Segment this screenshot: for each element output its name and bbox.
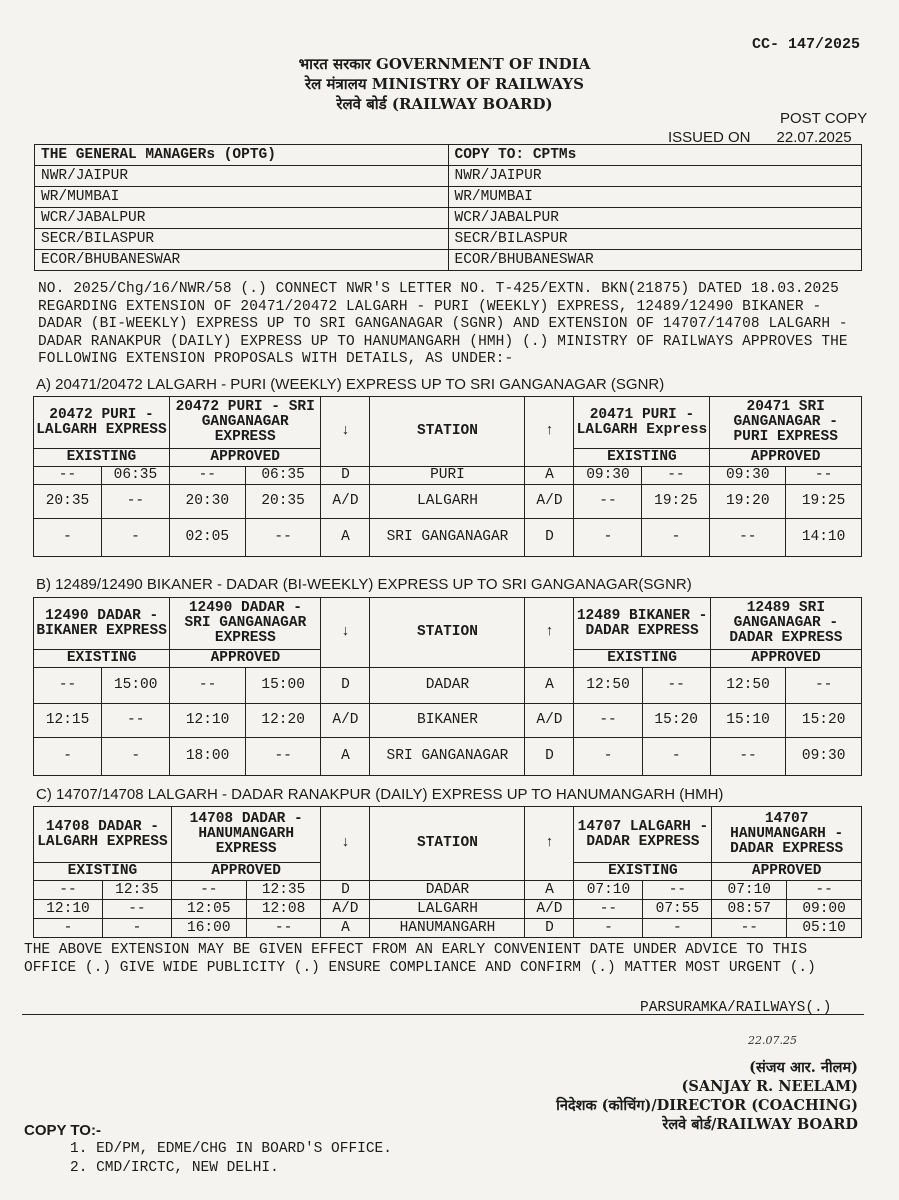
time-cell: -- (786, 467, 862, 485)
signatory-block (540, 1058, 858, 1134)
sign-off-line: PARSURAMKA/RAILWAYS(.) (640, 1000, 832, 1016)
time-cell: -- (171, 881, 246, 900)
time-cell: 07:10 (712, 881, 787, 900)
time-cell: 12:35 (246, 881, 321, 900)
arr-dep-cell: A/D (525, 900, 574, 919)
time-cell: - (642, 738, 710, 776)
table-row (34, 900, 862, 919)
time-cell: 06:35 (101, 467, 169, 485)
time-cell: 20:35 (245, 485, 321, 519)
divider (22, 1014, 864, 1015)
station-cell: PURI (370, 467, 525, 485)
cptm-cell: WCR/JABALPUR (448, 208, 862, 229)
table-row (34, 519, 862, 557)
time-cell: - (102, 738, 170, 776)
table-row (34, 919, 862, 938)
gm-cell: WR/MUMBAI (35, 187, 449, 208)
existing-label: EXISTING (574, 449, 710, 467)
gm-cell: ECOR/BHUBANESWAR (35, 250, 449, 271)
header-right-approved-train: 14707 HANUMANGARH - DADAR EXPRESS (712, 807, 862, 863)
time-cell: -- (642, 668, 710, 704)
letter-body: NO. 2025/Chg/16/NWR/58 (.) CONNECT NWR'S LETTER NO. T-425/EXTN. BKN(21875) DATED 18.03.2025 REGARDING EXTENSION OF 20471/20472 LALGARH - PURI (WEEKLY) EXPRESS, 12489/12490 BIKANER - DADAR (BI-WEEKLY) EXPRESS UP TO SRI GANGANAGAR (SGNR) AND EXTENSION OF 14707/14708 LALGARH - DADAR RANAKPUR (DAILY) EXPRESS UP TO HANUMANGARH (HMH) (.) MINISTRY OF RAILWAYS APPROVES THE FOLLOWING EXTENSION PROPOSALS WITH DETAILS, AS UNDER:- (38, 281, 848, 367)
station-header: STATION (370, 598, 525, 668)
arr-dep-cell: D (525, 919, 574, 938)
station-header: STATION (370, 397, 525, 467)
arr-dep-cell: A/D (525, 485, 574, 519)
time-cell: 20:30 (169, 485, 245, 519)
cptm-cell: ECOR/BHUBANESWAR (448, 250, 862, 271)
header-left-existing-train: 14708 DADAR - LALGARH EXPRESS (34, 807, 172, 863)
arr-dep-cell: A (321, 519, 370, 557)
arr-dep-cell: A (525, 668, 574, 704)
time-cell: 09:30 (710, 467, 786, 485)
arr-dep-cell: A/D (321, 485, 370, 519)
time-cell: - (101, 519, 169, 557)
down-arrow-icon: ↓ (321, 598, 370, 668)
header-right-existing-train: 12489 BIKANER - DADAR EXPRESS (574, 598, 710, 650)
letterhead-line-2: रेल मंत्रालय MINISTRY OF RAILWAYS (305, 75, 584, 93)
header-left-approved-train: 14708 DADAR - HANUMANGARH EXPRESS (171, 807, 321, 863)
approved-label: APPROVED (712, 863, 862, 881)
time-cell: -- (574, 485, 642, 519)
existing-label: EXISTING (34, 863, 172, 881)
time-cell: 18:00 (170, 738, 246, 776)
timetable-b (33, 597, 862, 776)
table-row (34, 881, 862, 900)
header-right-existing-train: 20471 PURI - LALGARH Express (574, 397, 710, 449)
station-cell: DADAR (370, 881, 525, 900)
gm-cell: WCR/JABALPUR (35, 208, 449, 229)
up-arrow-icon: ↑ (525, 397, 574, 467)
time-cell: -- (102, 704, 170, 738)
cptm-cell: SECR/BILASPUR (448, 229, 862, 250)
time-cell: -- (787, 881, 862, 900)
copy-to-header: COPY TO: CPTMs (448, 145, 862, 166)
signatory-hindi-name: (संजय आर. नीलम) (749, 1059, 858, 1076)
gm-cell: SECR/BILASPUR (35, 229, 449, 250)
cptm-cell: WR/MUMBAI (448, 187, 862, 208)
time-cell: -- (642, 467, 710, 485)
time-cell: 12:05 (171, 900, 246, 919)
time-cell: 09:30 (786, 738, 862, 776)
addressee-table (34, 144, 862, 271)
cptm-cell: NWR/JAIPUR (448, 166, 862, 187)
time-cell: 19:25 (642, 485, 710, 519)
time-cell: 12:08 (246, 900, 321, 919)
issued-label: ISSUED ON (668, 129, 751, 146)
time-cell: -- (710, 738, 786, 776)
gm-header: THE GENERAL MANAGERs (OPTG) (35, 145, 449, 166)
time-cell: -- (245, 738, 321, 776)
header-left-approved-train: 20472 PURI - SRI GANGANAGAR EXPRESS (169, 397, 321, 449)
up-arrow-icon: ↑ (525, 598, 574, 668)
list-item: 1. ED/PM, EDME/CHG IN BOARD'S OFFICE. (70, 1141, 392, 1157)
arr-dep-cell: A/D (321, 900, 370, 919)
time-cell: 15:00 (102, 668, 170, 704)
handwritten-signature (748, 1025, 797, 1050)
arr-dep-cell: D (321, 467, 370, 485)
time-cell: 12:20 (245, 704, 321, 738)
table-row (34, 668, 862, 704)
approved-label: APPROVED (710, 650, 861, 668)
station-cell: BIKANER (370, 704, 525, 738)
time-cell: -- (786, 668, 862, 704)
station-cell: DADAR (370, 668, 525, 704)
time-cell: 09:30 (574, 467, 642, 485)
time-cell: -- (102, 900, 171, 919)
letterhead-line-3: रेलवे बोर्ड (RAILWAY BOARD) (336, 95, 553, 113)
table-row (34, 467, 862, 485)
copy-to-list (70, 1140, 392, 1178)
approved-label: APPROVED (710, 449, 862, 467)
time-cell: 12:10 (170, 704, 246, 738)
closing-paragraph: THE ABOVE EXTENSION MAY BE GIVEN EFFECT FROM AN EARLY CONVENIENT DATE UNDER ADVICE TO THIS OFFICE (.) GIVE WIDE PUBLICITY (.) ENSURE COMPLIANCE AND CONFIRM (.) MATTER MOST URGENT (.) (24, 942, 816, 976)
existing-label: EXISTING (34, 449, 170, 467)
station-cell: SRI GANGANAGAR (370, 738, 525, 776)
time-cell: - (34, 919, 103, 938)
time-cell: 02:05 (169, 519, 245, 557)
section-b-title: B) 12489/12490 BIKANER - DADAR (BI-WEEKLY) EXPRESS UP TO SRI GANGANAGAR(SGNR) (36, 576, 692, 593)
time-cell: -- (169, 467, 245, 485)
time-cell: 19:25 (786, 485, 862, 519)
table-row (34, 485, 862, 519)
time-cell: 12:50 (574, 668, 642, 704)
post-copy-label: POST COPY (780, 110, 868, 127)
down-arrow-icon: ↓ (321, 807, 370, 881)
time-cell: 12:35 (102, 881, 171, 900)
section-c-title: C) 14707/14708 LALGARH - DADAR RANAKPUR (DAILY) EXPRESS UP TO HANUMANGARH (HMH) (36, 786, 724, 803)
header-right-approved-train: 12489 SRI GANGANAGAR - DADAR EXPRESS (710, 598, 861, 650)
time-cell: 15:20 (786, 704, 862, 738)
signature-date: 22.07.25 (748, 1034, 797, 1047)
approved-label: APPROVED (169, 449, 321, 467)
header-left-approved-train: 12490 DADAR - SRI GANGANAGAR EXPRESS (170, 598, 321, 650)
existing-label: EXISTING (574, 863, 712, 881)
time-cell: 09:00 (787, 900, 862, 919)
header-right-existing-train: 14707 LALGARH - DADAR EXPRESS (574, 807, 712, 863)
time-cell: -- (712, 919, 787, 938)
time-cell: - (643, 919, 712, 938)
station-header: STATION (370, 807, 525, 881)
time-cell: - (574, 738, 642, 776)
time-cell: 12:15 (34, 704, 102, 738)
issued-date: 22.07.2025 (776, 129, 852, 146)
time-cell: 07:10 (574, 881, 643, 900)
time-cell: 06:35 (245, 467, 321, 485)
time-cell: -- (170, 668, 246, 704)
approved-label: APPROVED (171, 863, 321, 881)
timetable-a (33, 396, 862, 557)
letterhead-line-1: भारत सरकार GOVERNMENT OF INDIA (298, 55, 591, 73)
time-cell: - (102, 919, 171, 938)
time-cell: -- (710, 519, 786, 557)
table-row (34, 738, 862, 776)
time-cell: 08:57 (712, 900, 787, 919)
gm-cell: NWR/JAIPUR (35, 166, 449, 187)
approved-label: APPROVED (170, 650, 321, 668)
time-cell: 05:10 (787, 919, 862, 938)
copy-to-label: COPY TO:- (24, 1122, 101, 1139)
station-cell: HANUMANGARH (370, 919, 525, 938)
reference-number: CC- 147/2025 (752, 36, 861, 53)
timetable-c (33, 806, 862, 938)
time-cell: - (34, 738, 102, 776)
up-arrow-icon: ↑ (525, 807, 574, 881)
time-cell: -- (245, 519, 321, 557)
arr-dep-cell: A/D (525, 704, 574, 738)
arr-dep-cell: A (525, 881, 574, 900)
arr-dep-cell: D (525, 738, 574, 776)
time-cell: 12:10 (34, 900, 103, 919)
time-cell: 07:55 (643, 900, 712, 919)
time-cell: 14:10 (786, 519, 862, 557)
time-cell: 15:00 (245, 668, 321, 704)
time-cell: 16:00 (171, 919, 246, 938)
time-cell: -- (574, 900, 643, 919)
time-cell: -- (34, 467, 102, 485)
arr-dep-cell: A (321, 919, 370, 938)
time-cell: 12:50 (710, 668, 786, 704)
time-cell: 15:20 (642, 704, 710, 738)
station-cell: LALGARH (370, 900, 525, 919)
arr-dep-cell: D (525, 519, 574, 557)
arr-dep-cell: A/D (321, 704, 370, 738)
station-cell: LALGARH (370, 485, 525, 519)
existing-label: EXISTING (34, 650, 170, 668)
down-arrow-icon: ↓ (321, 397, 370, 467)
time-cell: -- (101, 485, 169, 519)
arr-dep-cell: A (321, 738, 370, 776)
header-left-existing-train: 12490 DADAR - BIKANER EXPRESS (34, 598, 170, 650)
signatory-designation: निदेशक (कोचिंग)/DIRECTOR (COACHING) (556, 1097, 858, 1114)
time-cell: -- (34, 881, 103, 900)
time-cell: - (34, 519, 102, 557)
time-cell: 20:35 (34, 485, 102, 519)
time-cell: - (574, 519, 642, 557)
list-item: 2. CMD/IRCTC, NEW DELHI. (70, 1160, 279, 1176)
signatory-office: रेलवे बोर्ड/RAILWAY BOARD (662, 1116, 858, 1133)
arr-dep-cell: A (525, 467, 574, 485)
existing-label: EXISTING (574, 650, 710, 668)
arr-dep-cell: D (321, 881, 370, 900)
header-left-existing-train: 20472 PURI - LALGARH EXPRESS (34, 397, 170, 449)
time-cell: -- (246, 919, 321, 938)
section-a-title: A) 20471/20472 LALGARH - PURI (WEEKLY) EXPRESS UP TO SRI GANGANAGAR (SGNR) (36, 376, 665, 393)
time-cell: -- (643, 881, 712, 900)
time-cell: -- (574, 704, 642, 738)
time-cell: - (574, 919, 643, 938)
header-right-approved-train: 20471 SRI GANGANAGAR - PURI EXPRESS (710, 397, 862, 449)
letterhead (0, 54, 899, 114)
time-cell: 19:20 (710, 485, 786, 519)
time-cell: 15:10 (710, 704, 786, 738)
station-cell: SRI GANGANAGAR (370, 519, 525, 557)
time-cell: - (642, 519, 710, 557)
signatory-name: (SANJAY R. NEELAM) (681, 1078, 858, 1095)
time-cell: -- (34, 668, 102, 704)
table-row (34, 704, 862, 738)
arr-dep-cell: D (321, 668, 370, 704)
